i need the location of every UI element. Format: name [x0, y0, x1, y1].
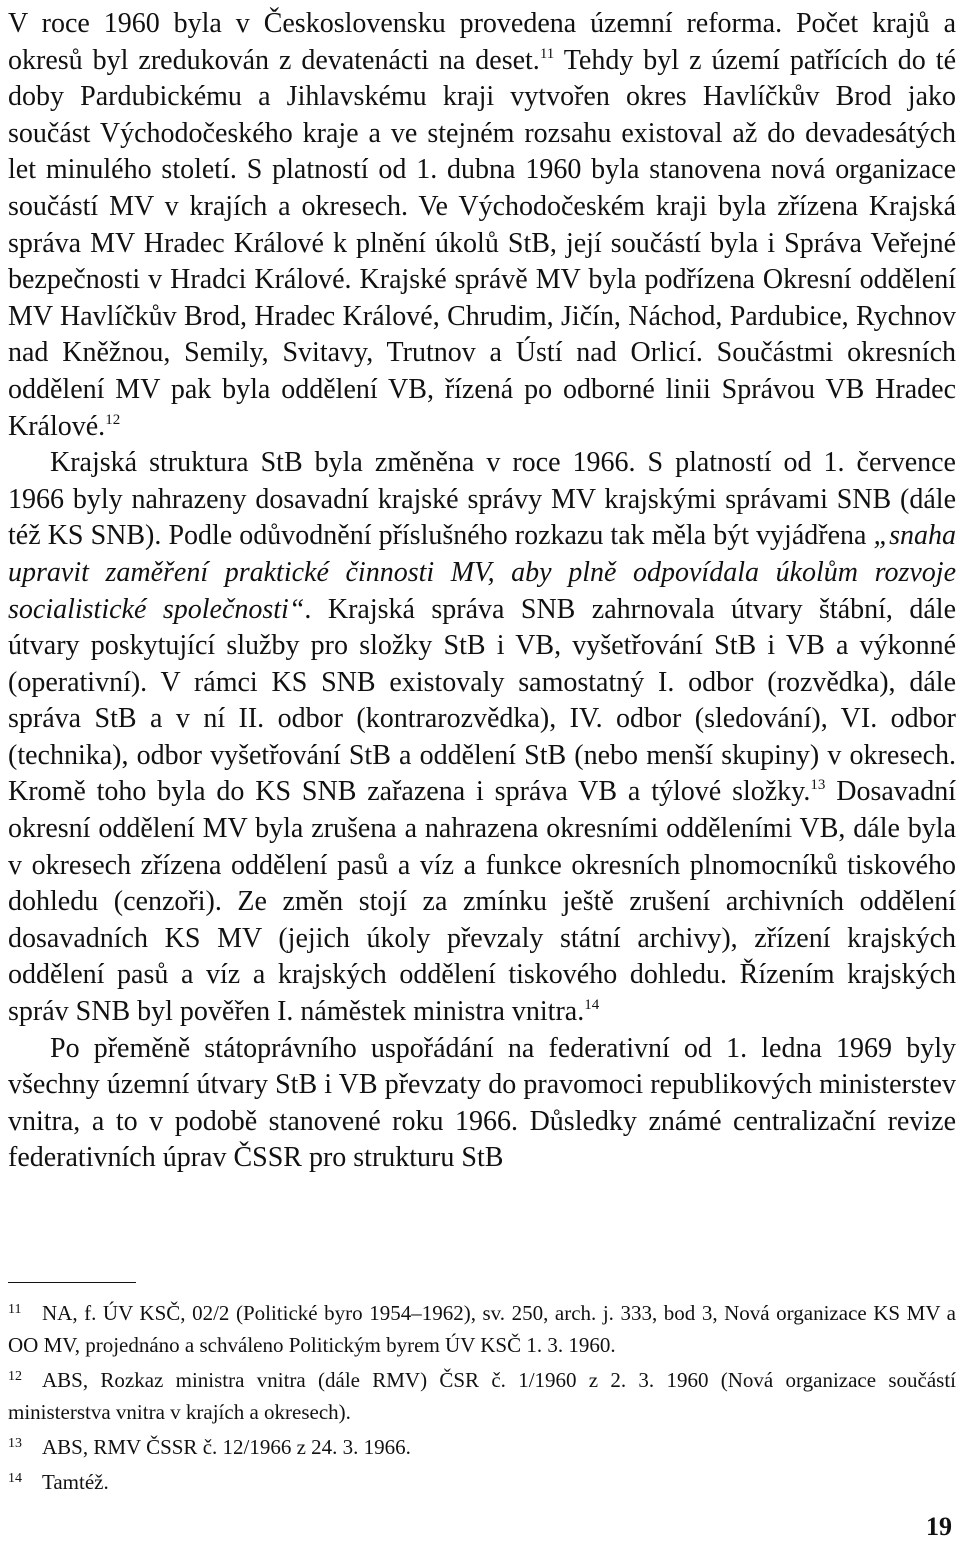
footnote-number: 13 — [8, 1436, 22, 1451]
paragraph-2 — [8, 445, 956, 1031]
footnote-13 — [8, 1428, 956, 1463]
paragraph-2-quote: „snaha upravit zaměření praktické činnosti MV, aby plně odpovídala úkolům rozvoje socialistické společnosti“ — [8, 520, 956, 625]
page-number: 19 — [926, 1512, 952, 1541]
paragraph-3 — [8, 1031, 956, 1177]
paragraph-2-text-b: . Krajská správa SNB zahrnovala útvary štábní, dále útvary poskytující služby pro složky StB i VB, vyšetřování StB i VB a výkonné (operativní). V rámci KS SNB existovaly samostatný I. odbor (rozvědka), dále správa StB a v ní II. odbor (kontrarozvědka), IV. odbor (sledování), VI. odbor (technika), odbor vyšetřování StB a oddělení StB (nebo menší skupiny) v okresech. Kromě toho byla do KS SNB zařazena i správa VB a týlové složky. — [8, 593, 956, 808]
footnote-text: Tamtéž. — [42, 1470, 109, 1494]
footnote-ref-12[interactable]: 12 — [105, 411, 121, 428]
footnote-separator — [8, 1282, 136, 1283]
paragraph-1-text-b: Tehdy byl z území patřících do té doby Pardubickému a Jihlavskému kraji vytvořen okres Havlíčkův Brod jako součást Východočeského kraje a ve stejném rozsahu existoval až do devadesátých let minulého století. S platností od 1. dubna 1960 byla stanovena nová organizace součástí MV v krajích a okresech. Ve Východočeském kraji byla zřízena Krajská správa MV Hradec Králové k plnění úkolů StB, její součástí byla i Správa Veřejné bezpečnosti v Hradci Králové. Krajské správě MV byla podřízena Okresní oddělení MV Havlíčkův Brod, Hradec Králové, Chrudim, Jičín, Náchod, Pardubice, Rychnov nad Kněžnou, Semily, Svitavy, Trutnov a Ústí nad Orlicí. Součástmi okresních oddělení MV pak byla oddělení VB, řízená po odborné linii Správou VB Hradec Králové. — [8, 44, 956, 442]
footnote-number: 14 — [8, 1471, 22, 1486]
footnote-number: 12 — [8, 1369, 22, 1384]
footnote-ref-13[interactable]: 13 — [810, 777, 826, 794]
paragraph-3-text: Po přeměně státoprávního uspořádání na federativní od 1. ledna 1969 byly všechny územní útvary StB i VB převzaty do pravomoci republikových ministerstev vnitra, a to v podobě stanovené roku 1966. Důsledky známé centralizační revize federativních úprav ČSSR pro strukturu StB — [8, 1032, 956, 1174]
footnote-number: 11 — [8, 1302, 22, 1317]
main-text — [8, 6, 956, 1177]
footnote-11 — [8, 1294, 956, 1361]
footnote-12 — [8, 1361, 956, 1428]
footnote-text: ABS, RMV ČSSR č. 12/1966 z 24. 3. 1966. — [42, 1435, 411, 1459]
footnote-text: NA, f. ÚV KSČ, 02/2 (Politické byro 1954–1962), sv. 250, arch. j. 333, bod 3, Nová organizace KS MV a OO MV, projednáno a schváleno Politickým byrem ÚV KSČ 1. 3. 1960. — [8, 1301, 956, 1357]
footnote-ref-14[interactable]: 14 — [584, 997, 600, 1014]
paragraph-1-text-a: V roce 1960 byla v Československu provedena územní reforma. Počet krajů a okresů byl zredukován z devatenácti na deset. — [8, 8, 956, 76]
paragraph-2-text-c: Dosavadní okresní oddělení MV byla zrušena a nahrazena okresními odděleními VB, dále byla v okresech zřízena oddělení pasů a víz a funkce okresních plnomocníků tiskového dohledu (cenzoři). Ze změn stojí za zmínku ještě zrušení archivních oddělení dosavadních KS MV (jejich úkoly převzaly státní archivy), zřízení krajských oddělení pasů a víz a krajských oddělení tiskového dohledu. Řízením krajských správ SNB byl pověřen I. náměstek ministra vnitra. — [8, 776, 956, 1028]
footnotes — [8, 1294, 956, 1498]
paragraph-1 — [8, 6, 956, 445]
paragraph-2-text-a: Krajská struktura StB byla změněna v roce 1966. S platností od 1. července 1966 byly nahrazeny dosavadní krajské správy MV krajskými správami SNB (dále též KS SNB). Podle odůvodnění příslušného rozkazu tak měla být vyjádřena — [8, 447, 956, 552]
footnote-text: ABS, Rozkaz ministra vnitra (dále RMV) ČSR č. 1/1960 z 2. 3. 1960 (Nová organizace součástí ministerstva vnitra v krajích a okresech). — [8, 1368, 956, 1424]
footnote-ref-11[interactable]: 11 — [539, 45, 555, 62]
footnote-14 — [8, 1463, 956, 1498]
